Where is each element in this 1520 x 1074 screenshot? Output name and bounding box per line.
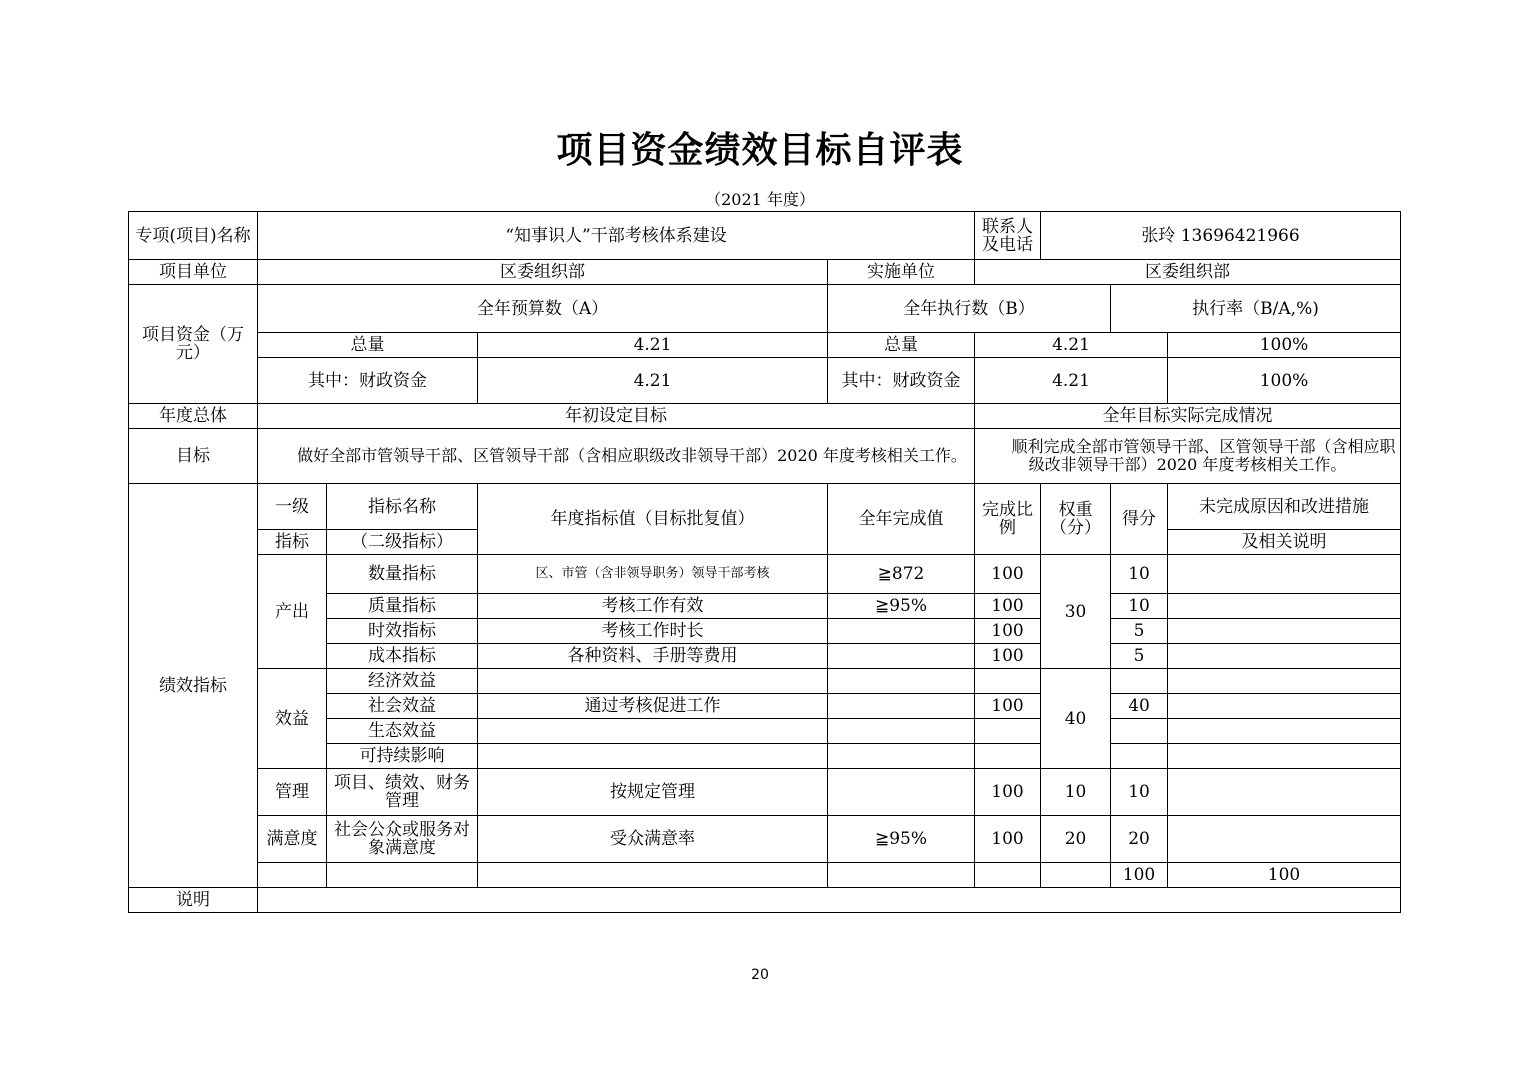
total-exec: 4.21 (975, 333, 1168, 358)
indicator-name: 社会效益 (327, 694, 478, 719)
table-row (129, 669, 1401, 694)
empty-cell (1041, 863, 1111, 888)
indicator-ratio: 100 (975, 816, 1041, 863)
col-name-b: （二级指标） (327, 530, 478, 555)
indicator-target: 考核工作有效 (478, 594, 828, 619)
indicator-actual (828, 619, 975, 644)
indicator-score: 10 (1111, 594, 1168, 619)
indicator-score: 20 (1111, 816, 1168, 863)
initial-goal-text: 做好全部市管领导干部、区管领导干部（含相应职级改非领导干部）2020 年度考核相关工作。 (258, 429, 975, 484)
indicator-name: 经济效益 (327, 669, 478, 694)
col-level1-a: 一级 (258, 484, 327, 530)
indicator-actual (828, 744, 975, 769)
indicator-score (1111, 669, 1168, 694)
col-score: 得分 (1111, 484, 1168, 555)
indicator-actual: ≧95% (828, 594, 975, 619)
output-weight: 30 (1041, 555, 1111, 669)
indicator-actual: ≧95% (828, 816, 975, 863)
indicator-ratio: 100 (975, 644, 1041, 669)
totals-row (129, 863, 1401, 888)
note-label: 说明 (129, 888, 258, 913)
empty-cell (975, 863, 1041, 888)
indicator-name: 质量指标 (327, 594, 478, 619)
indicator-ratio (975, 744, 1041, 769)
table-row (129, 769, 1401, 816)
indicator-ratio (975, 669, 1041, 694)
table-row (129, 555, 1401, 594)
fiscal-label: 其中：财政资金 (258, 358, 478, 404)
total-exec-label: 总量 (828, 333, 975, 358)
mgmt-weight: 10 (1041, 769, 1111, 816)
indicator-ratio (975, 719, 1041, 744)
indicator-score (1111, 744, 1168, 769)
total-budget: 4.21 (478, 333, 828, 358)
indicator-score (1111, 719, 1168, 744)
fiscal-rate: 100% (1168, 358, 1401, 404)
indicator-target: 通过考核促进工作 (478, 694, 828, 719)
actual-goal-header: 全年目标实际完成情况 (975, 404, 1401, 429)
indicator-reason (1168, 769, 1401, 816)
total-rate: 100% (1168, 333, 1401, 358)
benefit-weight: 40 (1041, 669, 1111, 769)
goals-label-line1: 年度总体 (129, 404, 258, 429)
indicator-reason (1168, 744, 1401, 769)
indicator-actual (828, 644, 975, 669)
page-title: 项目资金绩效目标自评表 (556, 130, 964, 171)
indicator-ratio: 100 (975, 555, 1041, 594)
indicator-reason (1168, 555, 1401, 594)
col-reason-b: 及相关说明 (1168, 530, 1401, 555)
indicator-name: 时效指标 (327, 619, 478, 644)
actual-goal-text: 顺利完成全部市管领导干部、区管领导干部（含相应职级改非领导干部）2020 年度考核相关工作。 (975, 429, 1401, 484)
note-text (258, 888, 1401, 913)
indicator-name: 社会公众或服务对象满意度 (327, 816, 478, 863)
fiscal-budget: 4.21 (478, 358, 828, 404)
empty-cell (258, 863, 327, 888)
col-weight: 权重（分） (1041, 484, 1111, 555)
budget-header: 全年预算数（A） (258, 285, 828, 333)
col-target: 年度指标值（目标批复值） (478, 484, 828, 555)
indicator-name: 项目、绩效、财务管理 (327, 769, 478, 816)
indicator-name: 数量指标 (327, 555, 478, 594)
indicator-target: 区、市管（含非领导职务）领导干部考核 (478, 555, 828, 594)
indicator-target: 各种资料、手册等费用 (478, 644, 828, 669)
indicator-score: 10 (1111, 555, 1168, 594)
evaluation-table (128, 211, 1401, 913)
total-label: 总量 (258, 333, 478, 358)
col-ratio: 完成比例 (975, 484, 1041, 555)
indicator-actual: ≧872 (828, 555, 975, 594)
fiscal-exec: 4.21 (975, 358, 1168, 404)
indicator-target (478, 719, 828, 744)
indicator-ratio: 100 (975, 769, 1041, 816)
indicator-name: 生态效益 (327, 719, 478, 744)
indicator-actual (828, 669, 975, 694)
initial-goal-header: 年初设定目标 (258, 404, 975, 429)
indicator-actual (828, 769, 975, 816)
total-score: 100 (1168, 863, 1401, 888)
funds-label: 项目资金（万元） (129, 285, 258, 404)
contact-label: 联系人及电话 (975, 212, 1041, 260)
indicator-reason (1168, 619, 1401, 644)
exec-header: 全年执行数（B） (828, 285, 1111, 333)
indicator-target: 考核工作时长 (478, 619, 828, 644)
indicator-target (478, 669, 828, 694)
indicator-reason (1168, 644, 1401, 669)
indicator-ratio: 100 (975, 619, 1041, 644)
project-name-label: 专项(项目)名称 (129, 212, 258, 260)
output-group: 产出 (258, 555, 327, 669)
indicator-actual (828, 694, 975, 719)
unit-value: 区委组织部 (258, 260, 828, 285)
empty-cell (828, 863, 975, 888)
total-weight: 100 (1111, 863, 1168, 888)
impl-unit-value: 区委组织部 (975, 260, 1401, 285)
indicator-target (478, 744, 828, 769)
indicator-reason (1168, 816, 1401, 863)
col-reason-a: 未完成原因和改进措施 (1168, 484, 1401, 530)
contact-value: 张玲 13696421966 (1041, 212, 1401, 260)
indicator-name: 可持续影响 (327, 744, 478, 769)
indicator-actual (828, 719, 975, 744)
indicator-target: 受众满意率 (478, 816, 828, 863)
fiscal-exec-label: 其中：财政资金 (828, 358, 975, 404)
rate-header: 执行率（B/A,%) (1111, 285, 1401, 333)
page-number: 20 (751, 967, 769, 983)
goals-label-line2: 目标 (129, 429, 258, 484)
indicator-ratio: 100 (975, 594, 1041, 619)
col-level1-b: 指标 (258, 530, 327, 555)
benefit-group: 效益 (258, 669, 327, 769)
unit-label: 项目单位 (129, 260, 258, 285)
table-row (129, 816, 1401, 863)
indicator-score: 10 (1111, 769, 1168, 816)
year-label: （2021 年度） (705, 190, 815, 209)
satisfaction-group: 满意度 (258, 816, 327, 863)
indicator-reason (1168, 669, 1401, 694)
indicators-label: 绩效指标 (129, 484, 258, 888)
indicator-score: 5 (1111, 619, 1168, 644)
indicator-score: 40 (1111, 694, 1168, 719)
indicator-ratio: 100 (975, 694, 1041, 719)
indicator-reason (1168, 719, 1401, 744)
indicator-reason (1168, 694, 1401, 719)
empty-cell (327, 863, 478, 888)
indicator-name: 成本指标 (327, 644, 478, 669)
satisfaction-weight: 20 (1041, 816, 1111, 863)
impl-unit-label: 实施单位 (828, 260, 975, 285)
indicator-reason (1168, 594, 1401, 619)
mgmt-group: 管理 (258, 769, 327, 816)
empty-cell (478, 863, 828, 888)
indicator-target: 按规定管理 (478, 769, 828, 816)
col-name-a: 指标名称 (327, 484, 478, 530)
col-actual: 全年完成值 (828, 484, 975, 555)
project-name: “知事识人”干部考核体系建设 (258, 212, 975, 260)
indicator-score: 5 (1111, 644, 1168, 669)
